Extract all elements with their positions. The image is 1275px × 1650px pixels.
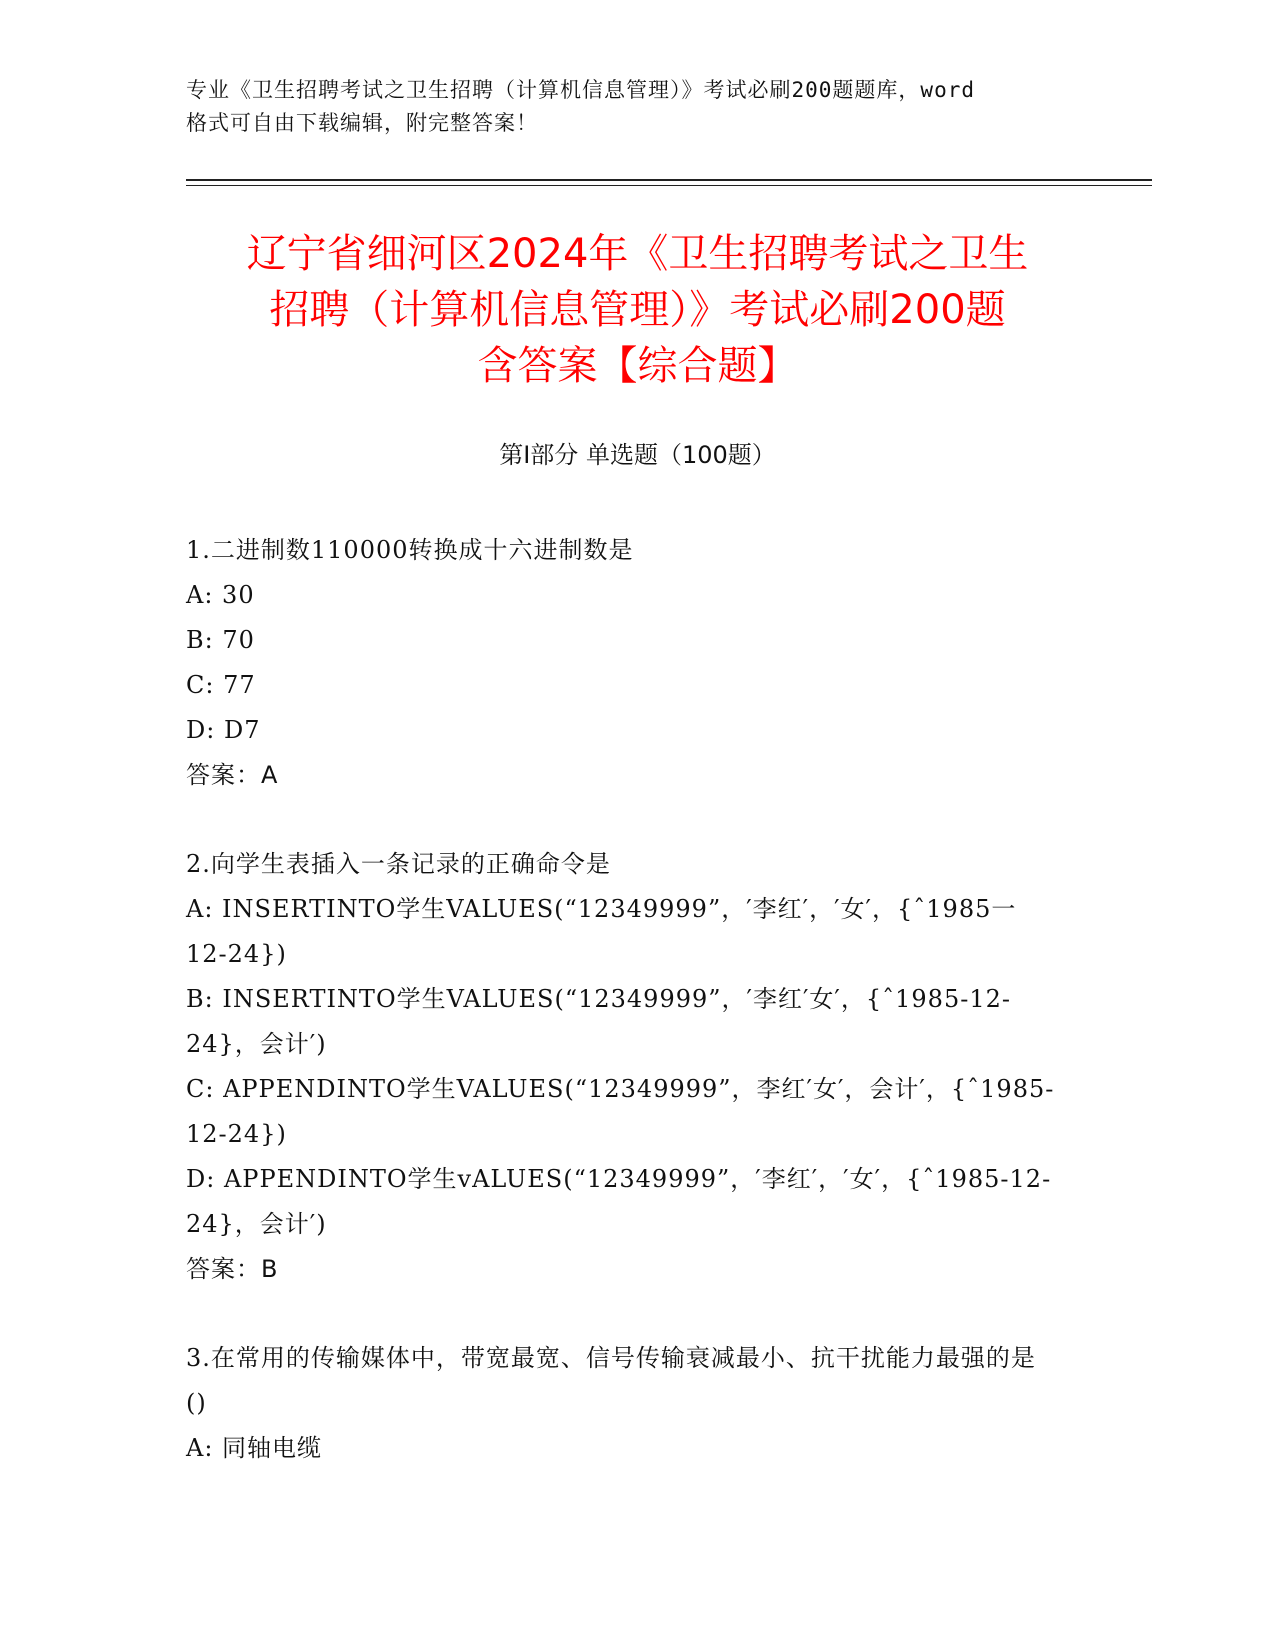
option-a: A: 同轴电缆 [186,1434,323,1462]
title-line1: 辽宁省细河区2024年《卫生招聘考试之卫生 [246,231,1029,277]
header-divider-thin [186,185,1152,186]
header-note-line2: 格式可自由下载编辑，附完整答案！ [186,111,538,135]
header-note [186,74,1086,140]
question-stem: 2.向学生表插入一条记录的正确命令是 [186,850,611,878]
document-title [186,226,1089,394]
question-list [186,528,1056,1515]
answer-key: 答案：B [186,1255,279,1283]
option-c: C: APPENDINTO学生VALUES(“12349999”，李红′女′，会计′，{ˆ1985-12-24}) [186,1075,1055,1148]
answer-key: 答案：A [186,761,279,789]
option-a: A: 30 [186,581,255,609]
option-d: D: APPENDINTO学生vALUES(“12349999”，′李红′，′女′，{ˆ1985-12-24}，会计′) [186,1165,1052,1238]
header-note-line1: 专业《卫生招聘考试之卫生招聘（计算机信息管理）》考试必刷200题题库，word [186,78,975,102]
option-a: A: INSERTINTO学生VALUES(“12349999”，′李红′，′女′，{ˆ1985一12-24}) [186,895,1017,968]
question-1 [186,528,1056,798]
question-stem: 1.二进制数110000转换成十六进制数是 [186,536,634,564]
header-divider-thick [186,179,1152,181]
question-stem: 3.在常用的传输媒体中，带宽最宽、信号传输衰减最小、抗干扰能力最强的是() [186,1344,1036,1417]
question-2 [186,842,1056,1292]
section-heading: 第Ⅰ部分 单选题（100题） [499,441,776,469]
option-b: B: INSERTINTO学生VALUES(“12349999”，′李红′女′，{ˆ1985-12-24}，会计′) [186,985,1011,1058]
option-d: D: D7 [186,716,261,744]
option-c: C: 77 [186,671,256,699]
option-b: B: 70 [186,626,255,654]
question-3 [186,1336,1056,1471]
title-line2: 招聘（计算机信息管理）》考试必刷200题 [269,287,1006,333]
title-line3: 含答案【综合题】 [477,343,798,389]
